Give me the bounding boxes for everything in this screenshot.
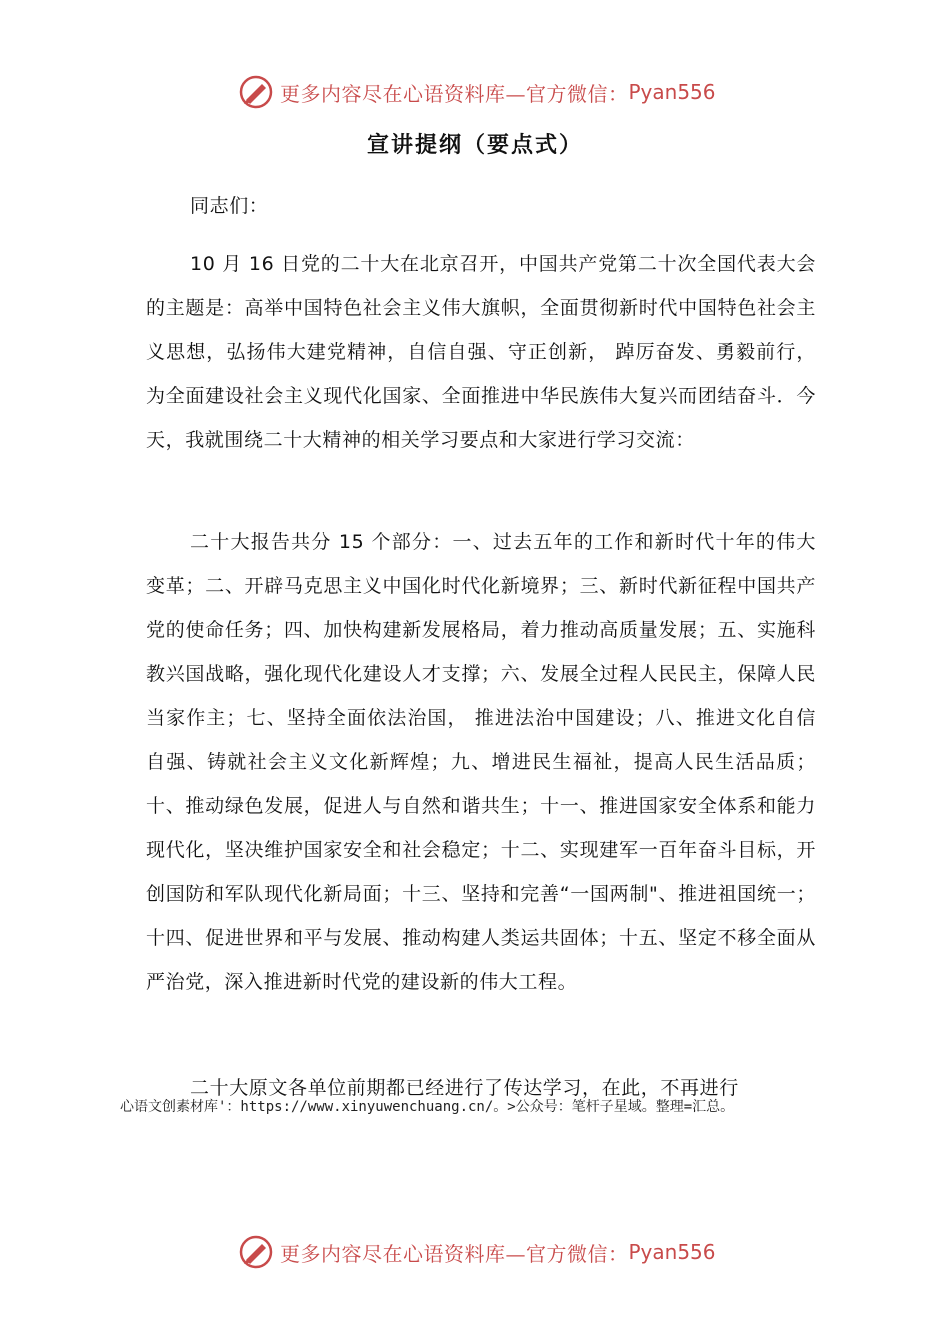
banner-text: 更多内容尽在心语资料库—官方微信：	[280, 1241, 629, 1266]
banner-wechat-id: Pyan556	[628, 80, 716, 104]
document-title: 宣讲提纲（要点式）	[366, 133, 583, 158]
banner-wechat-id: Pyan556	[628, 1240, 716, 1264]
paragraph-intro	[146, 242, 816, 462]
paragraph-report-parts	[146, 520, 816, 1004]
source-footnote: 心语文创素材库'：https://www.xinyuwenchuang.cn/。>公众号：笔杆子星域。整理=汇总。	[120, 1099, 735, 1115]
pen-logo-icon	[238, 1234, 274, 1270]
salutation-text: 同志们：	[190, 195, 269, 217]
pen-logo-icon	[238, 74, 274, 110]
footer-banner	[238, 1232, 738, 1272]
banner-text: 更多内容尽在心语资料库—官方微信：	[280, 81, 629, 106]
paragraph-text: 二十大报告共分 15 个部分：一、过去五年的工作和新时代十年的伟大变革；二、开辟马克思主义中国化时代化新境界；三、新时代新征程中国共产党的使命任务；四、加快构建新发展格局，着力推动高质量发展；五、实施科教兴国战略，强化现代化建设人才支撑；六、发展全过程人民民主，保障人民当家作主；七、坚持全面依法治国， 推进法治中国建设；八、推进文化自信自强、铸就社会主义文化新辉煌；九、增进民生福祉，提高人民生活品质；十、推动绿色发展，促进人与自然和谐共生；十一、推进国家安全体系和能力现代化，坚决维护国家安全和社会稳定；十二、实现建军一百年奋斗目标，开创国防和军队现代化新局面；十三、坚持和完善“一国两制"、推进祖国统一；十四、促进世界和平与发展、推动构建人类运共固体；十五、坚定不移全面从严治党，深入推进新时代党的建设新的伟大工程。	[146, 531, 816, 993]
salutation	[146, 184, 816, 228]
paragraph-text: 10 月 16 日党的二十大在北京召开，中国共产党第二十次全国代表大会的主题是：高举中国特色社会主义伟大旗帜，全面贯彻新时代中国特色社会主义思想，弘扬伟大建党精神，自信自强、守正创新， 踔厉奋发、勇毅前行，为全面建设社会主义现代化国家、全面推进中华民族伟大复兴而团结奋斗．今天，我就围绕二十大精神的相关学习要点和大家进行学习交流：	[146, 253, 816, 451]
paragraph-text: 二十大原文各单位前期都已经进行了传达学习，在此，不再进行	[190, 1077, 739, 1099]
header-banner	[238, 72, 738, 112]
